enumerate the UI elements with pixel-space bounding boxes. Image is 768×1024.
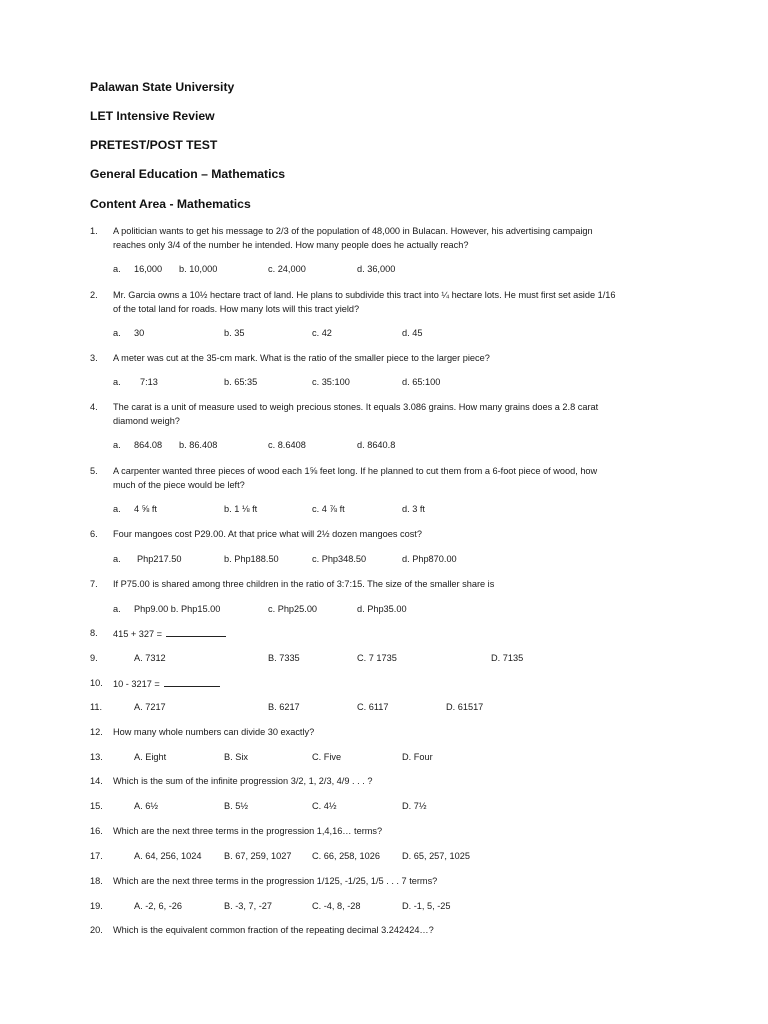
question-number: 17. — [90, 851, 103, 861]
test-title: PRETEST/POST TEST — [90, 138, 218, 152]
option-d: D. -1, 5, -25 — [402, 901, 451, 911]
option-c: c. 24,000 — [268, 264, 306, 274]
content-area-title: Content Area - Mathematics — [90, 197, 251, 211]
option-a: A. 7217 — [134, 702, 166, 712]
question-text-line2: diamond weigh? — [113, 415, 180, 426]
option-b: B. 6217 — [268, 702, 300, 712]
question-number: 11. — [90, 702, 103, 712]
question-text-line1: A meter was cut at the 35-cm mark. What is the ratio of the smaller piece to the larger piece? — [113, 353, 490, 363]
option-c: C. Five — [312, 752, 342, 762]
option-b: b. 10,000 — [179, 264, 218, 274]
option-b: B. Six — [224, 752, 248, 762]
option-d: D. 7½ — [402, 801, 427, 811]
option-a: A. -2, 6, -26 — [134, 901, 183, 911]
option-a-letter: a. — [113, 377, 121, 387]
question-text-line1: If P75.00 is shared among three children in the ratio of 3:7:15. The size of the smaller share is — [113, 579, 495, 589]
expression-text: 10 - 3217 = — [113, 679, 160, 689]
option-c: c. Php348.50 — [312, 554, 367, 564]
option-a-letter: a. — [113, 440, 121, 450]
question-text-line2: much of the piece would be left? — [113, 479, 245, 490]
question-number: 2. — [90, 290, 98, 300]
question-number: 20. — [90, 925, 103, 935]
option-c: c. 4 ⅞ ft — [312, 504, 345, 514]
question-number: 8. — [90, 628, 98, 638]
option-b: B. 5½ — [224, 801, 249, 811]
option-d: d. Php35.00 — [357, 604, 407, 614]
option-a: 7:13 — [140, 377, 158, 387]
option-d: D. 65, 257, 1025 — [402, 851, 470, 861]
question-number: 6. — [90, 529, 98, 539]
subject-title: General Education – Mathematics — [90, 167, 286, 181]
question-number: 15. — [90, 801, 103, 811]
option-d: D. Four — [402, 752, 433, 762]
option-a: A. 6½ — [134, 801, 159, 811]
option-b: B. 67, 259, 1027 — [224, 851, 292, 861]
option-c: C. 7 1735 — [357, 653, 397, 663]
option-d: D. 7135 — [491, 653, 524, 663]
option-a: 864.08 — [134, 440, 163, 450]
question-number: 9. — [90, 653, 98, 663]
option-a-b: Php9.00 b. Php15.00 — [134, 604, 221, 614]
question-number: 19. — [90, 901, 103, 911]
question-text-line2: reaches only 3/4 of the number he intended. How many people does he actually reach? — [113, 239, 469, 250]
option-a-letter: a. — [113, 328, 121, 338]
option-d: d. 45 — [402, 328, 423, 338]
option-a-letter: a. — [113, 264, 121, 274]
question-text-line1: Which are the next three terms in the progression 1,4,16… terms? — [113, 826, 383, 836]
option-b: b. Php188.50 — [224, 554, 279, 564]
question-number: 10. — [90, 678, 103, 688]
option-b: b. 65:35 — [224, 377, 258, 387]
question-number: 1. — [90, 226, 98, 236]
option-b: b. 86.408 — [179, 440, 218, 450]
question-text-line1: Which are the next three terms in the progression 1/125, -1/25, 1/5 . . . 7 terms? — [113, 876, 438, 886]
option-a-letter: a. — [113, 604, 121, 614]
question-expression — [113, 677, 220, 692]
question-text-line2: of the total land for roads. How many lots will this tract yield? — [113, 303, 360, 314]
option-d: d. 8640.8 — [357, 440, 396, 450]
question-number: 14. — [90, 776, 103, 786]
option-c: C. 4½ — [312, 801, 337, 811]
option-c: C. -4, 8, -28 — [312, 901, 361, 911]
option-c: C. 66, 258, 1026 — [312, 851, 380, 861]
option-b: B. -3, 7, -27 — [224, 901, 273, 911]
option-a: A. 7312 — [134, 653, 166, 663]
option-d: d. Php870.00 — [402, 554, 457, 564]
option-d: d. 65:100 — [402, 377, 441, 387]
question-number: 13. — [90, 752, 103, 762]
option-d: d. 3 ft — [402, 504, 425, 514]
option-a: 16,000 — [134, 264, 163, 274]
question-number: 4. — [90, 402, 98, 412]
question-expression — [113, 627, 226, 642]
answer-blank — [164, 677, 220, 687]
answer-blank — [166, 627, 226, 637]
option-c: C. 6117 — [357, 702, 389, 712]
option-b: b. 35 — [224, 328, 245, 338]
option-a: 30 — [134, 328, 145, 338]
question-text-line1: The carat is a unit of measure used to weigh precious stones. It equals 3.086 grains. How many grains does a 2.8 carat — [113, 402, 599, 412]
option-c: c. 8.6408 — [268, 440, 306, 450]
option-b: b. 1 ⅛ ft — [224, 504, 258, 514]
question-text-line1: Four mangoes cost P29.00. At that price what will 2½ dozen mangoes cost? — [113, 529, 422, 539]
university-name: Palawan State University — [90, 80, 235, 94]
option-c: c. 35:100 — [312, 377, 350, 387]
question-text-line1: How many whole numbers can divide 30 exactly? — [113, 727, 315, 737]
question-text-line1: Which is the sum of the infinite progression 3/2, 1, 2/3, 4/9 . . . ? — [113, 776, 373, 786]
option-c: c. Php25.00 — [268, 604, 318, 614]
review-title: LET Intensive Review — [90, 109, 215, 123]
question-number: 7. — [90, 579, 98, 589]
option-a-letter: a. — [113, 504, 121, 514]
option-a: A. 64, 256, 1024 — [134, 851, 202, 861]
question-number: 3. — [90, 353, 98, 363]
option-a-letter: a. — [113, 554, 121, 564]
option-c: c. 42 — [312, 328, 332, 338]
option-b: B. 7335 — [268, 653, 300, 663]
option-d: d. 36,000 — [357, 264, 396, 274]
question-number: 16. — [90, 826, 103, 836]
option-a: A. Eight — [134, 752, 167, 762]
expression-text: 415 + 327 = — [113, 629, 163, 639]
question-text-line1: A carpenter wanted three pieces of wood each 1⅝ feet long. If he planned to cut them from a 6-foot piece of wood, how — [113, 466, 598, 476]
option-d: D. 61517 — [446, 702, 484, 712]
question-text-line1: A politician wants to get his message to 2/3 of the population of 48,000 in Bulacan. However, his advertising campaign — [113, 226, 593, 236]
question-number: 5. — [90, 466, 98, 476]
question-text-line1: Which is the equivalent common fraction of the repeating decimal 3.242424…? — [113, 925, 434, 935]
option-a: Php217.50 — [137, 554, 182, 564]
question-number: 18. — [90, 876, 103, 886]
question-text-line1: Mr. Garcia owns a 10½ hectare tract of land. He plans to subdivide this tract into ¼ hectare lots. He must first set aside 1/16 — [113, 290, 616, 300]
option-a: 4 ⅝ ft — [134, 504, 157, 514]
question-number: 12. — [90, 727, 103, 737]
